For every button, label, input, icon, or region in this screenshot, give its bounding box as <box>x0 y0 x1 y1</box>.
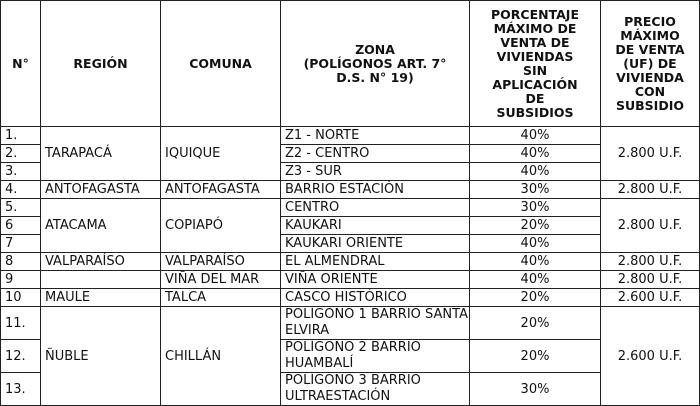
region-cell: VALPARAÍSO <box>41 253 161 271</box>
row-number: 5. <box>1 199 41 217</box>
row-number: 7 <box>1 235 41 253</box>
pct-cell: 20% <box>470 340 601 373</box>
table-row <box>1 253 700 271</box>
region-cell: ATACAMA <box>41 199 161 253</box>
region-cell: TARAPACÁ <box>41 127 161 181</box>
table-row <box>1 199 700 217</box>
row-number: 1. <box>1 127 41 145</box>
pct-cell: 40% <box>470 253 601 271</box>
header-region: REGIÓN <box>41 1 161 127</box>
row-number: 12. <box>1 340 41 373</box>
row-number: 9 <box>1 271 41 289</box>
comuna-cell: COPIAPÓ <box>161 199 281 253</box>
comuna-cell: TALCA <box>161 289 281 307</box>
header-n: N° <box>1 1 41 127</box>
comuna-cell: CHILLÁN <box>161 307 281 406</box>
precio-cell: 2.600 U.F. <box>601 289 700 307</box>
table-row <box>1 271 700 289</box>
zona-cell: POLÍGONO 1 BARRIO SANTA ELVIRA <box>281 307 470 340</box>
comuna-cell: ANTOFAGASTA <box>161 181 281 199</box>
pct-cell: 40% <box>470 235 601 253</box>
row-number: 2. <box>1 145 41 163</box>
precio-cell: 2.800 U.F. <box>601 271 700 289</box>
precio-cell: 2.800 U.F. <box>601 127 700 181</box>
region-cell: MAULE <box>41 289 161 307</box>
zona-cell: POLÍGONO 2 BARRIO HUAMBALÍ <box>281 340 470 373</box>
header-porcentaje: PORCENTAJE MÁXIMO DE VENTA DE VIVIENDAS SIN APLICACIÓN DE SUBSIDIOS <box>470 1 601 127</box>
table-row <box>1 289 700 307</box>
table-row <box>1 181 700 199</box>
header-zona: ZONA (POLÍGONOS ART. 7° D.S. N° 19) <box>281 1 470 127</box>
comuna-cell: IQUIQUE <box>161 127 281 181</box>
region-cell: ANTOFAGASTA <box>41 181 161 199</box>
zona-cell: Z2 - CENTRO <box>281 145 470 163</box>
pct-cell: 40% <box>470 271 601 289</box>
zona-cell: CENTRO <box>281 199 470 217</box>
region-cell: ÑUBLE <box>41 307 161 406</box>
row-number: 3. <box>1 163 41 181</box>
row-number: 13. <box>1 373 41 406</box>
pct-cell: 40% <box>470 127 601 145</box>
table-row <box>1 127 700 145</box>
header-comuna: COMUNA <box>161 1 281 127</box>
row-number: 6 <box>1 217 41 235</box>
zona-cell: POLÍGONO 3 BARRIO ULTRAESTACIÓN <box>281 373 470 406</box>
precio-cell: 2.800 U.F. <box>601 199 700 253</box>
comuna-cell: VIÑA DEL MAR <box>161 271 281 289</box>
header-row <box>1 1 700 127</box>
zona-cell: EL ALMENDRAL <box>281 253 470 271</box>
pct-cell: 30% <box>470 181 601 199</box>
table-row <box>1 307 700 340</box>
comuna-cell: VALPARAÍSO <box>161 253 281 271</box>
zona-cell: KAUKARI ORIENTE <box>281 235 470 253</box>
precio-cell: 2.600 U.F. <box>601 307 700 406</box>
zona-cell: Z1 - NORTE <box>281 127 470 145</box>
pct-cell: 20% <box>470 289 601 307</box>
row-number: 10 <box>1 289 41 307</box>
row-number: 11. <box>1 307 41 340</box>
pct-cell: 20% <box>470 307 601 340</box>
header-precio: PRECIO MÁXIMO DE VENTA (UF) DE VIVIENDA CON SUBSIDIO <box>601 1 700 127</box>
pct-cell: 40% <box>470 145 601 163</box>
pct-cell: 40% <box>470 163 601 181</box>
zona-cell: CASCO HISTÓRICO <box>281 289 470 307</box>
zona-cell: Z3 - SUR <box>281 163 470 181</box>
pct-cell: 30% <box>470 199 601 217</box>
row-number: 4. <box>1 181 41 199</box>
zona-cell: VIÑA ORIENTE <box>281 271 470 289</box>
zona-cell: BARRIO ESTACIÓN <box>281 181 470 199</box>
row-number: 8 <box>1 253 41 271</box>
precio-cell: 2.800 U.F. <box>601 181 700 199</box>
pct-cell: 30% <box>470 373 601 406</box>
precio-cell: 2.800 U.F. <box>601 253 700 271</box>
region-cell <box>41 271 161 289</box>
zona-cell: KAUKARI <box>281 217 470 235</box>
pct-cell: 20% <box>470 217 601 235</box>
